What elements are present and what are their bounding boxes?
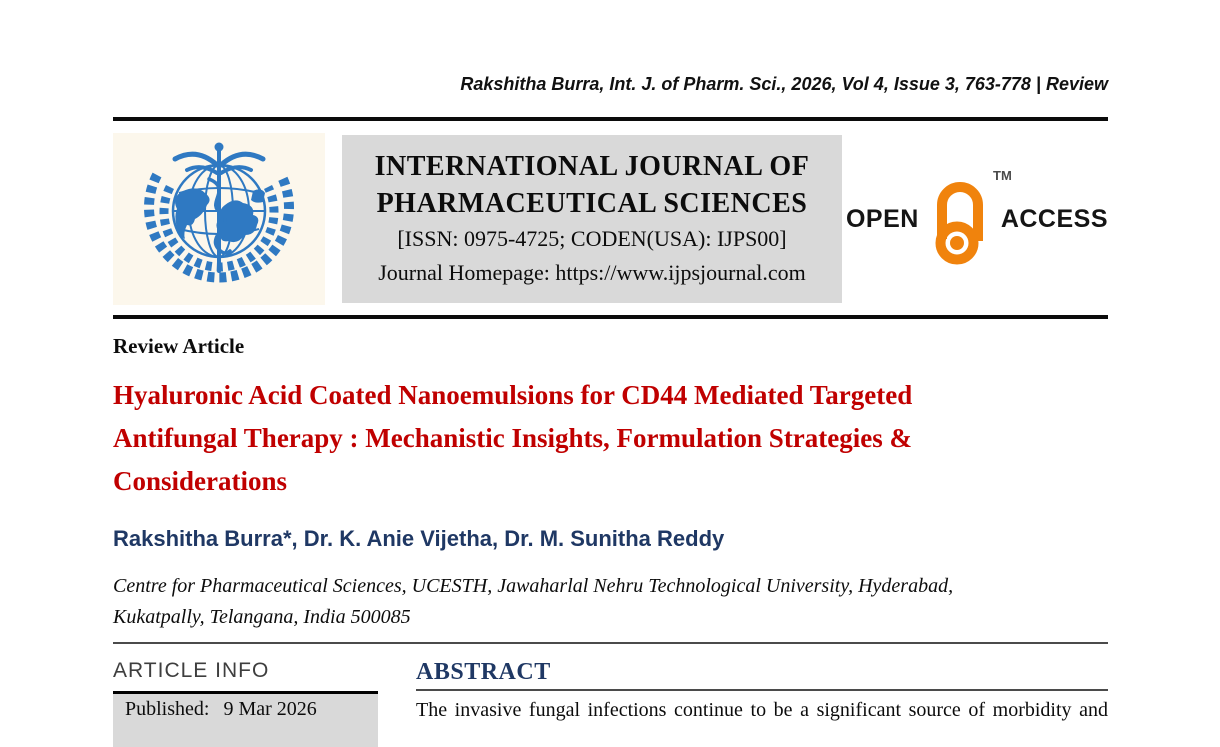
published-label: Published:: [125, 698, 210, 720]
article-title-line2: Antifungal Therapy : Mechanistic Insights, Formulation Strategies &: [113, 423, 913, 453]
published-date: 9 Mar 2026: [223, 698, 317, 720]
running-head-citation: Rakshitha Burra, Int. J. of Pharm. Sci., 2026, Vol 4, Issue 3, 763-778 | Review: [460, 74, 1108, 94]
article-title-line1: Hyaluronic Acid Coated Nanoemulsions for CD44 Mediated Targeted: [113, 380, 913, 410]
journal-issn-coden: [ISSN: 0975-4725; CODEN(USA): IJPS00]: [397, 226, 787, 251]
section-divider: [113, 642, 1108, 644]
article-type-label: Review Article: [113, 334, 245, 358]
abstract-heading-rule: [416, 689, 1108, 691]
abstract-text: The invasive fungal infections continue to be a significant source of morbidity and: [416, 699, 1108, 721]
header-rule-top: [113, 117, 1108, 121]
author-affiliation: Centre for Pharmaceutical Sciences, UCESTH, Jawaharlal Nehru Technological University, Hyderabad, Kukatpally, Telangana, India 500085: [113, 575, 954, 628]
article-title-line3: Considerations: [113, 466, 288, 496]
journal-title-line1: INTERNATIONAL JOURNAL OF: [374, 151, 810, 182]
abstract-column: [416, 658, 1108, 747]
author-list: Rakshitha Burra*, Dr. K. Anie Vijetha, Dr. M. Sunitha Reddy: [113, 526, 725, 551]
journal-title-line2: PHARMACEUTICAL SCIENCES: [376, 188, 808, 219]
article-title: [113, 374, 1108, 503]
journal-title-panel: [342, 135, 842, 303]
trademark-symbol: TM: [993, 168, 1012, 183]
who-caduceus-globe-icon: [113, 133, 325, 305]
abstract-heading: ABSTRACT: [416, 659, 551, 685]
open-access-logo: [842, 169, 1108, 269]
article-info-heading: ARTICLE INFO: [113, 659, 270, 682]
open-access-access-label: ACCESS: [1000, 204, 1108, 233]
header-rule-bottom: [113, 315, 1108, 319]
info-abstract-section: [113, 658, 1108, 747]
article-info-column: [113, 658, 378, 747]
open-access-open-label: OPEN: [845, 204, 919, 233]
journal-homepage-link[interactable]: Journal Homepage: https://www.ijpsjournal.com: [378, 260, 806, 285]
published-row: [113, 691, 378, 747]
journal-first-page: [113, 0, 1108, 747]
open-access-lock-icon: [929, 168, 1012, 269]
journal-masthead: [113, 133, 1108, 305]
